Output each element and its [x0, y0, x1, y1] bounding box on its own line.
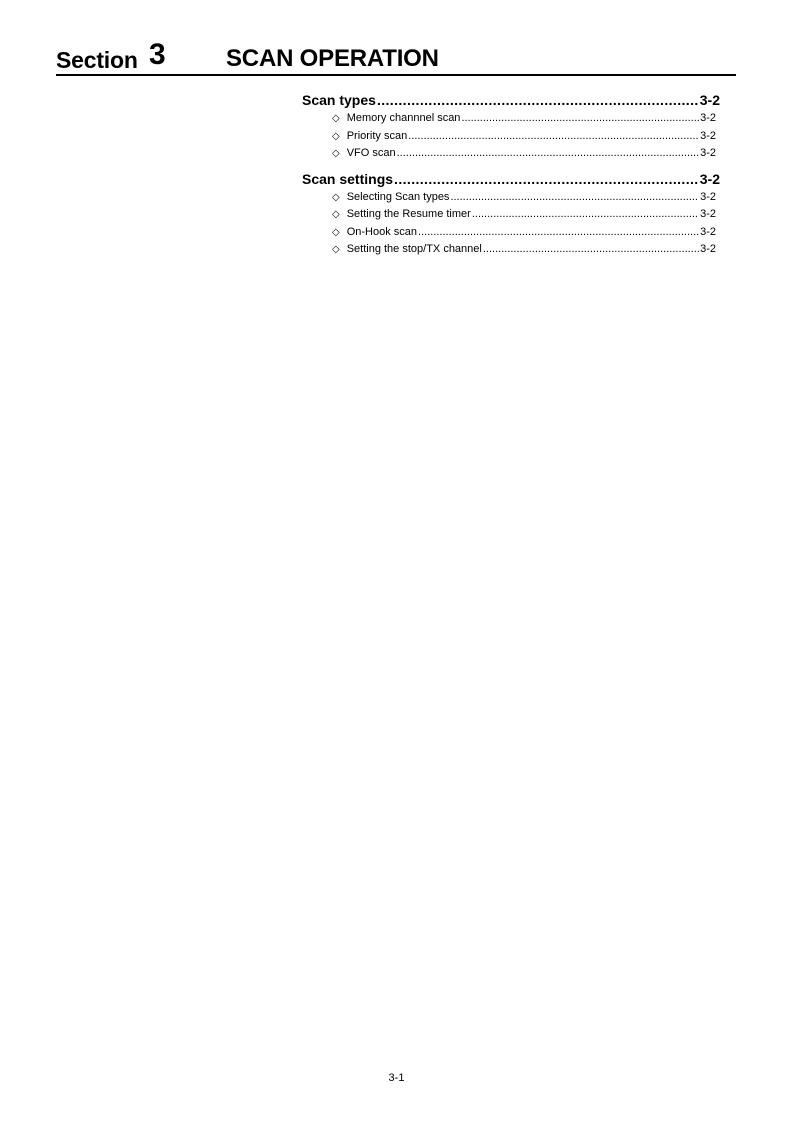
- toc-subentry-label: Selecting Scan types: [346, 190, 450, 203]
- toc-entry-page: 3-2: [699, 170, 720, 187]
- toc-group-scan-settings: [302, 171, 720, 261]
- page-title: SCAN OPERATION: [226, 45, 439, 72]
- page-number: 3-1: [388, 1072, 405, 1084]
- toc-subentry-stop-tx-channel[interactable]: [302, 243, 720, 261]
- toc-subentry-label: VFO scan: [346, 147, 396, 159]
- dot-leader: [450, 191, 699, 203]
- toc-subentry-label: Setting the stop/TX channel: [346, 243, 482, 255]
- diamond-bullet-icon: ◇: [332, 244, 340, 255]
- section-header: [56, 38, 736, 76]
- toc-entry-label: Scan settings: [302, 170, 394, 187]
- dot-leader: [472, 208, 699, 220]
- toc-subentry-vfo-scan[interactable]: [302, 147, 720, 165]
- toc-subentry-label: Memory channnel scan: [346, 112, 461, 124]
- diamond-bullet-icon: ◇: [332, 209, 340, 220]
- toc-subentry-page: 3-2: [700, 208, 716, 220]
- toc-subentry-label: On-Hook scan: [346, 225, 418, 238]
- toc-subentry-page: 3-2: [700, 129, 716, 142]
- toc-subentry-page: 3-2: [700, 112, 716, 124]
- table-of-contents: [302, 92, 720, 267]
- toc-entry-page: 3-2: [699, 92, 720, 108]
- dot-leader: [394, 171, 699, 187]
- toc-subentry-memory-channel-scan[interactable]: [302, 112, 720, 130]
- toc-entry-scan-settings[interactable]: [302, 171, 720, 191]
- dot-leader: [377, 92, 699, 108]
- toc-subentry-page: 3-2: [700, 190, 716, 203]
- toc-entry-label: Scan types: [302, 92, 376, 108]
- toc-subentry-on-hook-scan[interactable]: [302, 226, 720, 244]
- dot-leader: [461, 112, 699, 124]
- diamond-bullet-icon: ◇: [332, 148, 340, 159]
- section-label: Section: [56, 47, 138, 73]
- diamond-bullet-icon: ◇: [332, 226, 340, 238]
- diamond-bullet-icon: ◇: [332, 130, 340, 142]
- dot-leader: [408, 130, 699, 142]
- toc-subentry-page: 3-2: [700, 225, 716, 238]
- toc-entry-scan-types[interactable]: [302, 92, 720, 112]
- toc-subentry-label: Setting the Resume timer: [346, 208, 471, 220]
- toc-subentry-page: 3-2: [700, 243, 716, 255]
- section-number: 3: [149, 38, 166, 71]
- toc-subentry-priority-scan[interactable]: [302, 130, 720, 148]
- toc-subentry-label: Priority scan: [346, 129, 408, 142]
- dot-leader: [397, 147, 699, 159]
- diamond-bullet-icon: ◇: [332, 191, 340, 203]
- toc-subentry-resume-timer[interactable]: [302, 208, 720, 226]
- dot-leader: [483, 243, 699, 255]
- dot-leader: [418, 226, 699, 238]
- diamond-bullet-icon: ◇: [332, 113, 340, 124]
- toc-subentry-selecting-scan-types[interactable]: [302, 191, 720, 209]
- toc-group-scan-types: [302, 92, 720, 165]
- toc-subentry-page: 3-2: [700, 147, 716, 159]
